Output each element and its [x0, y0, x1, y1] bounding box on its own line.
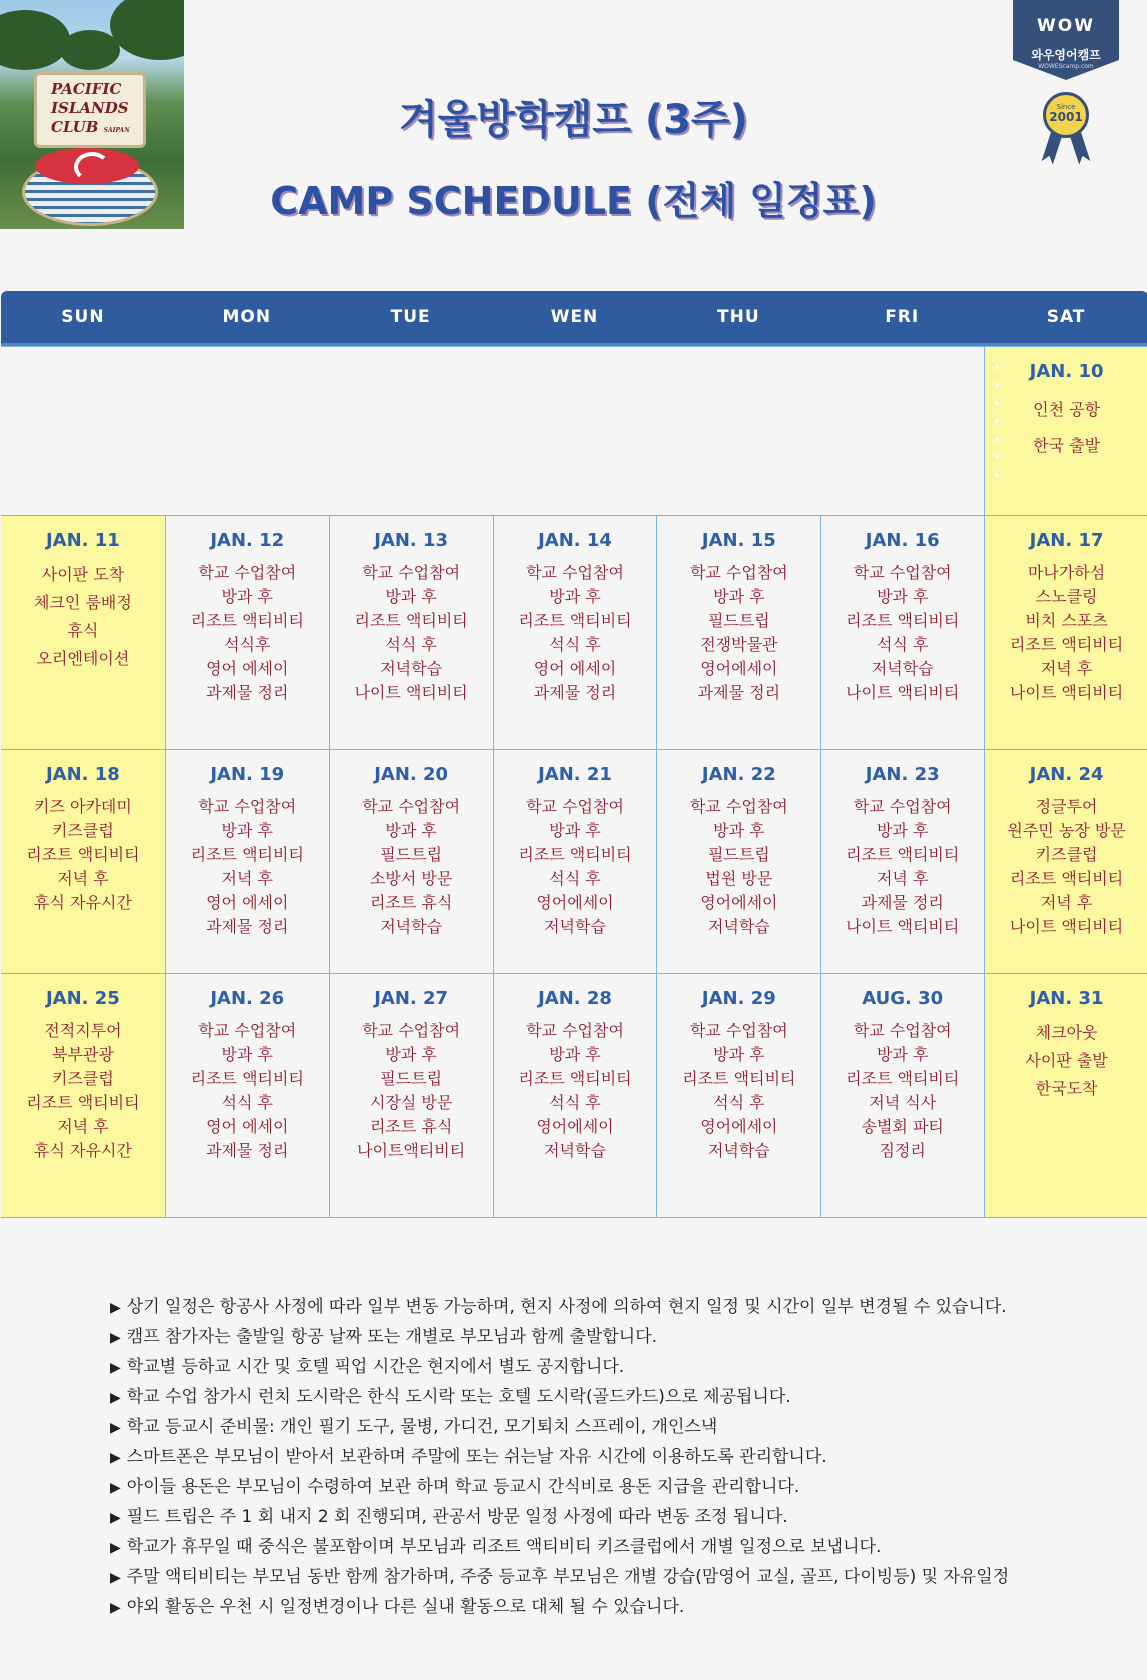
weekday-header [1, 291, 1147, 346]
day-cell [984, 516, 1147, 749]
activity-list [657, 795, 820, 939]
day-date: JAN. 17 [1029, 530, 1104, 551]
activity-item: 학교 수업참여 [689, 563, 788, 582]
note-text: 캠프 참가자는 출발일 항공 날짜 또는 개별로 부모님과 함께 출발합니다. [126, 1327, 658, 1347]
note-item [110, 1473, 1110, 1503]
day-date: JAN. 29 [701, 988, 776, 1009]
activity-item: 학교 수업참여 [198, 797, 297, 816]
activity-item: 학교 수업참여 [362, 797, 461, 816]
day-cell [165, 516, 329, 749]
sign-line-3: CLUB SAIPAN [51, 118, 130, 136]
activity-list [166, 795, 329, 939]
activity-list [657, 1019, 820, 1163]
day-date: JAN. 23 [865, 764, 940, 785]
note-text: 스마트폰은 부모님이 받아서 보관하며 주말에 또는 쉬는날 자유 시간에 이용하도록 관리합니다. [126, 1447, 827, 1467]
bullet-arrow-icon: ▶ [110, 1420, 121, 1436]
since-label: Since [1056, 103, 1076, 111]
activity-item: 석식 후 [221, 1093, 273, 1112]
wow-logo: WOW [1037, 16, 1095, 36]
activity-list [166, 561, 329, 705]
activity-item: 필드트립 [707, 845, 770, 864]
day-date: JAN. 27 [374, 988, 449, 1009]
activity-list [494, 795, 657, 939]
day-cell [1, 974, 165, 1217]
note-item [110, 1293, 1110, 1323]
activity-item: 북부관광 [52, 1045, 114, 1064]
bullet-arrow-icon: ▶ [110, 1570, 121, 1586]
bullet-arrow-icon: ▶ [110, 1600, 121, 1616]
activity-item: 영어에세이 [536, 893, 614, 912]
activity-item: 원주민 농장 방문 [1007, 821, 1126, 840]
decorative-dots [995, 365, 999, 491]
activity-item: 과제물 정리 [206, 1141, 289, 1160]
bullet-arrow-icon: ▶ [110, 1300, 121, 1316]
activity-item: 키즈클럽 [52, 821, 114, 840]
activity-item: 리조트 액티비티 [682, 1069, 796, 1088]
activity-item: 리조트 액티비티 [518, 611, 632, 630]
empty-day-cell [656, 347, 820, 515]
activity-item: 리조트 액티비티 [846, 845, 960, 864]
empty-day-cell [165, 347, 329, 515]
activity-item: 학교 수업참여 [198, 563, 297, 582]
note-item [110, 1443, 1110, 1473]
activity-item: 영어에세이 [700, 1117, 778, 1136]
activity-list [1, 795, 165, 915]
activity-item: 리조트 액티비티 [26, 1093, 140, 1112]
day-cell [984, 750, 1147, 973]
activity-item: 방과 후 [385, 587, 437, 606]
day-cell [329, 974, 493, 1217]
activity-item: 석식 후 [385, 635, 437, 654]
activity-item: 학교 수업참여 [362, 1021, 461, 1040]
activity-item: 방과 후 [549, 821, 601, 840]
weekday-tue: TUE [390, 307, 431, 327]
activity-list [657, 561, 820, 705]
day-date: JAN. 26 [210, 988, 285, 1009]
note-text: 학교별 등하교 시간 및 호텔 픽업 시간은 현지에서 별도 공지합니다. [126, 1357, 625, 1377]
activity-item: 리조트 액티비티 [190, 845, 304, 864]
weekday-thu: THU [717, 307, 760, 327]
day-cell [656, 516, 820, 749]
activity-item: 저녁 후 [876, 869, 929, 888]
day-date: JAN. 15 [701, 530, 776, 551]
activity-item: 학교 수업참여 [689, 797, 788, 816]
day-date: JAN. 21 [538, 764, 612, 785]
activity-item: 저녁 후 [57, 1117, 109, 1136]
activity-item: 마나가하섬 [1027, 563, 1106, 582]
sign-line-1: PACIFIC [51, 80, 122, 98]
note-text: 상기 일정은 항공사 사정에 따라 일부 변동 가능하며, 현지 사정에 의하여 현지 일정 및 시간이 일부 변경될 수 있습니다. [126, 1297, 1007, 1317]
day-date: JAN. 19 [210, 764, 285, 785]
activity-item: 영어에세이 [700, 659, 778, 678]
day-date: JAN. 14 [538, 530, 612, 551]
activity-item: 한국 출발 [1033, 436, 1101, 455]
activity-item: 방과 후 [713, 821, 765, 840]
activity-list [821, 1019, 984, 1163]
activity-item: 방과 후 [385, 1045, 437, 1064]
activity-item: 키즈클럽 [1035, 845, 1098, 864]
day-date: JAN. 31 [1029, 988, 1104, 1009]
since-medal [1043, 92, 1089, 138]
activity-item: 리조트 액티비티 [846, 1069, 960, 1088]
activity-list [985, 795, 1147, 939]
activity-list [330, 1019, 493, 1163]
activity-item: 저녁학습 [871, 659, 934, 678]
activity-item: 저녁 후 [1040, 893, 1093, 912]
note-text: 학교가 휴무일 때 중식은 불포함이며 부모님과 리조트 액티비티 키즈클럽에서 개별 일정으로 보냅니다. [126, 1537, 882, 1557]
activity-list [330, 561, 493, 705]
activity-item: 나이트 액티비티 [1009, 917, 1124, 936]
notes-list [110, 1293, 1110, 1623]
activity-item: 전적지투어 [44, 1021, 122, 1040]
activity-item: 사이판 출발 [1025, 1051, 1108, 1070]
activity-item: 저녁학습 [707, 917, 770, 936]
activity-item: 키즈클럽 [52, 1069, 114, 1088]
day-date: JAN. 18 [45, 764, 120, 785]
day-date: JAN. 25 [45, 988, 120, 1009]
activity-item: 리조트 액티비티 [190, 611, 304, 630]
activity-item: 리조트 액티비티 [354, 611, 468, 630]
activity-item: 정글투어 [1035, 797, 1098, 816]
activity-item: 저녁학습 [380, 917, 443, 936]
bullet-arrow-icon: ▶ [110, 1390, 121, 1406]
activity-item: 방과 후 [221, 587, 273, 606]
activity-item: 방과 후 [221, 821, 273, 840]
activity-item: 리조트 액티비티 [846, 611, 960, 630]
note-text: 학교 수업 참가시 런치 도시락은 한식 도시락 또는 호텔 도시락(골드카드)으로 제공됩니다. [126, 1387, 791, 1407]
activity-item: 저녁 후 [1040, 659, 1093, 678]
activity-item: 방과 후 [713, 587, 765, 606]
activity-item: 리조트 휴식 [369, 1117, 453, 1136]
since-year: 2001 [1049, 110, 1083, 124]
activity-item: 학교 수업참여 [689, 1021, 788, 1040]
activity-item: 필드트립 [707, 611, 770, 630]
activity-item: 학교 수업참여 [853, 797, 952, 816]
note-item [110, 1593, 1110, 1623]
activity-item: 저녁학습 [544, 1141, 606, 1160]
day-cell [165, 974, 329, 1217]
activity-list [985, 1019, 1147, 1103]
activity-list [166, 1019, 329, 1163]
day-cell [820, 750, 984, 973]
note-item [110, 1383, 1110, 1413]
activity-item: 나이트액티비티 [357, 1141, 466, 1160]
day-date: JAN. 24 [1029, 764, 1104, 785]
day-cell [656, 750, 820, 973]
day-date: JAN. 12 [210, 530, 285, 551]
activity-item: 영어 에세이 [206, 659, 289, 678]
activity-item: 방과 후 [876, 821, 929, 840]
bullet-arrow-icon: ▶ [110, 1480, 121, 1496]
activity-item: 휴식 자유시간 [34, 1141, 132, 1160]
activity-item: 석식 후 [549, 1093, 601, 1112]
activity-list [494, 561, 657, 705]
day-cell [984, 347, 1147, 515]
bullet-arrow-icon: ▶ [110, 1540, 121, 1556]
activity-item: 방과 후 [549, 1045, 601, 1064]
calendar-week [1, 346, 1147, 516]
activity-item: 나이트 액티비티 [1009, 683, 1124, 702]
day-date: JAN. 11 [45, 530, 120, 551]
sign-line-2: ISLANDS [51, 99, 129, 117]
activity-item: 과제물 정리 [533, 683, 617, 702]
activity-item: 리조트 액티비티 [26, 845, 140, 864]
activity-item: 한국도착 [1035, 1079, 1098, 1098]
day-cell [820, 974, 984, 1217]
activity-item: 휴식 자유시간 [34, 893, 132, 912]
activity-list [494, 1019, 657, 1163]
day-date: JAN. 16 [865, 530, 940, 551]
note-item [110, 1413, 1110, 1443]
page-title: 겨울방학캠프 (3주) [399, 97, 748, 143]
activity-item: 영어에세이 [700, 893, 778, 912]
empty-day-cell [820, 347, 984, 515]
activity-item: 학교 수업참여 [526, 1021, 624, 1040]
activity-item: 학교 수업참여 [853, 1021, 952, 1040]
weekday-mon: MON [222, 307, 272, 327]
day-cell [329, 750, 493, 973]
note-text: 아이들 용돈은 부모님이 수령하여 보관 하며 학교 등교시 간식비로 용돈 지급을 관리합니다. [126, 1477, 800, 1497]
day-cell [493, 750, 657, 973]
activity-item: 저녁학습 [544, 917, 606, 936]
activity-item: 학교 수업참여 [362, 563, 461, 582]
activity-list [985, 561, 1147, 705]
activity-item: 석식후 [224, 635, 271, 654]
activity-item: 휴식 [67, 621, 99, 640]
activity-item: 과제물 정리 [206, 917, 289, 936]
activity-item: 학교 수업참여 [526, 563, 624, 582]
day-cell [493, 974, 657, 1217]
activity-item: 방과 후 [549, 587, 601, 606]
activity-item: 리조트 액티비티 [1009, 869, 1124, 888]
day-date: JAN. 22 [701, 764, 776, 785]
note-text: 필드 트립은 주 1 회 내지 2 회 진행되며, 관공서 방문 일정 사정에 따라 변동 조정 됩니다. [126, 1507, 788, 1527]
note-item [110, 1533, 1110, 1563]
brand-badge [1013, 0, 1119, 170]
activity-item: 시장실 방문 [369, 1093, 453, 1112]
note-item [110, 1353, 1110, 1383]
activity-item: 리조트 액티비티 [518, 845, 632, 864]
activity-item: 영어 에세이 [206, 1117, 289, 1136]
activity-item: 리조트 액티비티 [190, 1069, 304, 1088]
activity-item: 석식 후 [713, 1093, 765, 1112]
activity-item: 소방서 방문 [369, 869, 453, 888]
note-item [110, 1563, 1110, 1593]
activity-item: 나이트 액티비티 [354, 683, 468, 702]
weekday-sat: SAT [1046, 307, 1086, 327]
day-cell [984, 974, 1147, 1217]
note-text: 학교 등교시 준비물: 개인 필기 도구, 물병, 가디건, 모기퇴치 스프레이, 개인스낵 [126, 1417, 718, 1437]
page-subtitle: CAMP SCHEDULE (전체 일정표) [270, 179, 877, 223]
day-cell [1, 750, 165, 973]
activity-item: 짐정리 [879, 1141, 926, 1160]
activity-item: 석식 후 [549, 635, 601, 654]
activity-item: 리조트 액티비티 [1009, 635, 1124, 654]
activity-item: 방과 후 [876, 1045, 929, 1064]
day-cell [656, 974, 820, 1217]
activity-item: 나이트 액티비티 [846, 683, 960, 702]
activity-item: 저녁학습 [707, 1141, 770, 1160]
activity-list [1, 1019, 165, 1163]
day-date: JAN. 10 [1029, 361, 1104, 382]
activity-list [821, 795, 984, 939]
activity-list [1, 561, 165, 673]
activity-item: 방과 후 [713, 1045, 765, 1064]
brand-url: WOWEScamp.com [1038, 63, 1094, 70]
bullet-arrow-icon: ▶ [110, 1450, 121, 1466]
activity-item: 필드트립 [380, 1069, 443, 1088]
activity-item: 저녁 식사 [869, 1093, 937, 1112]
bullet-arrow-icon: ▶ [110, 1360, 121, 1376]
activity-item: 학교 수업참여 [198, 1021, 297, 1040]
day-date: JAN. 13 [374, 530, 449, 551]
activity-item: 방과 후 [876, 587, 929, 606]
activity-item: 나이트 액티비티 [846, 917, 960, 936]
day-date: JAN. 28 [538, 988, 612, 1009]
weekday-fri: FRI [885, 307, 920, 327]
bullet-arrow-icon: ▶ [110, 1330, 121, 1346]
note-item [110, 1503, 1110, 1533]
activity-item: 인천 공항 [1033, 400, 1101, 419]
activity-item: 영어에세이 [536, 1117, 614, 1136]
activity-item: 키즈 아카데미 [34, 797, 132, 816]
calendar-week [1, 750, 1147, 974]
schedule-calendar [1, 291, 1147, 1218]
activity-item: 영어 에세이 [206, 893, 289, 912]
activity-item: 학교 수업참여 [853, 563, 952, 582]
activity-item: 스노클링 [1035, 587, 1098, 606]
note-text: 야외 활동은 우천 시 일정변경이나 다른 실내 활동으로 대체 될 수 있습니다. [126, 1597, 685, 1617]
activity-list [821, 561, 984, 705]
brand-name: 와우영어캠프 [1031, 48, 1101, 62]
activity-item: 석식 후 [549, 869, 601, 888]
weekday-sun: SUN [61, 307, 105, 327]
activity-item: 과제물 정리 [697, 683, 781, 702]
activity-item: 영어 에세이 [533, 659, 617, 678]
activity-item: 방과 후 [221, 1045, 273, 1064]
note-item [110, 1323, 1110, 1353]
empty-day-cell [493, 347, 657, 515]
activity-item: 비치 스포츠 [1025, 611, 1108, 630]
activity-item: 오리엔테이션 [36, 649, 130, 668]
calendar-week [1, 516, 1147, 750]
activity-list [985, 392, 1147, 464]
activity-item: 송별회 파티 [861, 1117, 944, 1136]
activity-list [330, 795, 493, 939]
day-cell [1, 516, 165, 749]
day-date: JAN. 20 [374, 764, 449, 785]
weekday-wen: WEN [550, 307, 599, 327]
calendar-week [1, 974, 1147, 1218]
activity-item: 필드트립 [380, 845, 443, 864]
activity-item: 법원 방문 [705, 869, 773, 888]
activity-item: 저녁 후 [221, 869, 273, 888]
activity-item: 체크인 룸배정 [34, 593, 132, 612]
bullet-arrow-icon: ▶ [110, 1510, 121, 1526]
day-cell [820, 516, 984, 749]
activity-item: 과제물 정리 [206, 683, 289, 702]
day-cell [329, 516, 493, 749]
activity-item: 리조트 휴식 [369, 893, 453, 912]
activity-item: 학교 수업참여 [526, 797, 624, 816]
activity-item: 사이판 도착 [41, 565, 125, 584]
activity-item: 전쟁박물관 [700, 635, 778, 654]
day-cell [165, 750, 329, 973]
activity-item: 방과 후 [385, 821, 437, 840]
activity-item: 체크아웃 [1035, 1023, 1098, 1042]
empty-day-cell [1, 347, 165, 515]
activity-item: 저녁 후 [57, 869, 109, 888]
activity-item: 과제물 정리 [861, 893, 944, 912]
note-text: 주말 액티비티는 부모님 동반 함께 참가하며, 주중 등교후 부모님은 개별 강습(맘영어 교실, 골프, 다이빙등) 및 자유일정 [126, 1567, 1010, 1587]
activity-item: 저녁학습 [380, 659, 443, 678]
day-cell [493, 516, 657, 749]
activity-item: 리조트 액티비티 [518, 1069, 632, 1088]
activity-item: 석식 후 [876, 635, 929, 654]
day-date: AUG. 30 [862, 988, 944, 1009]
empty-day-cell [329, 347, 493, 515]
